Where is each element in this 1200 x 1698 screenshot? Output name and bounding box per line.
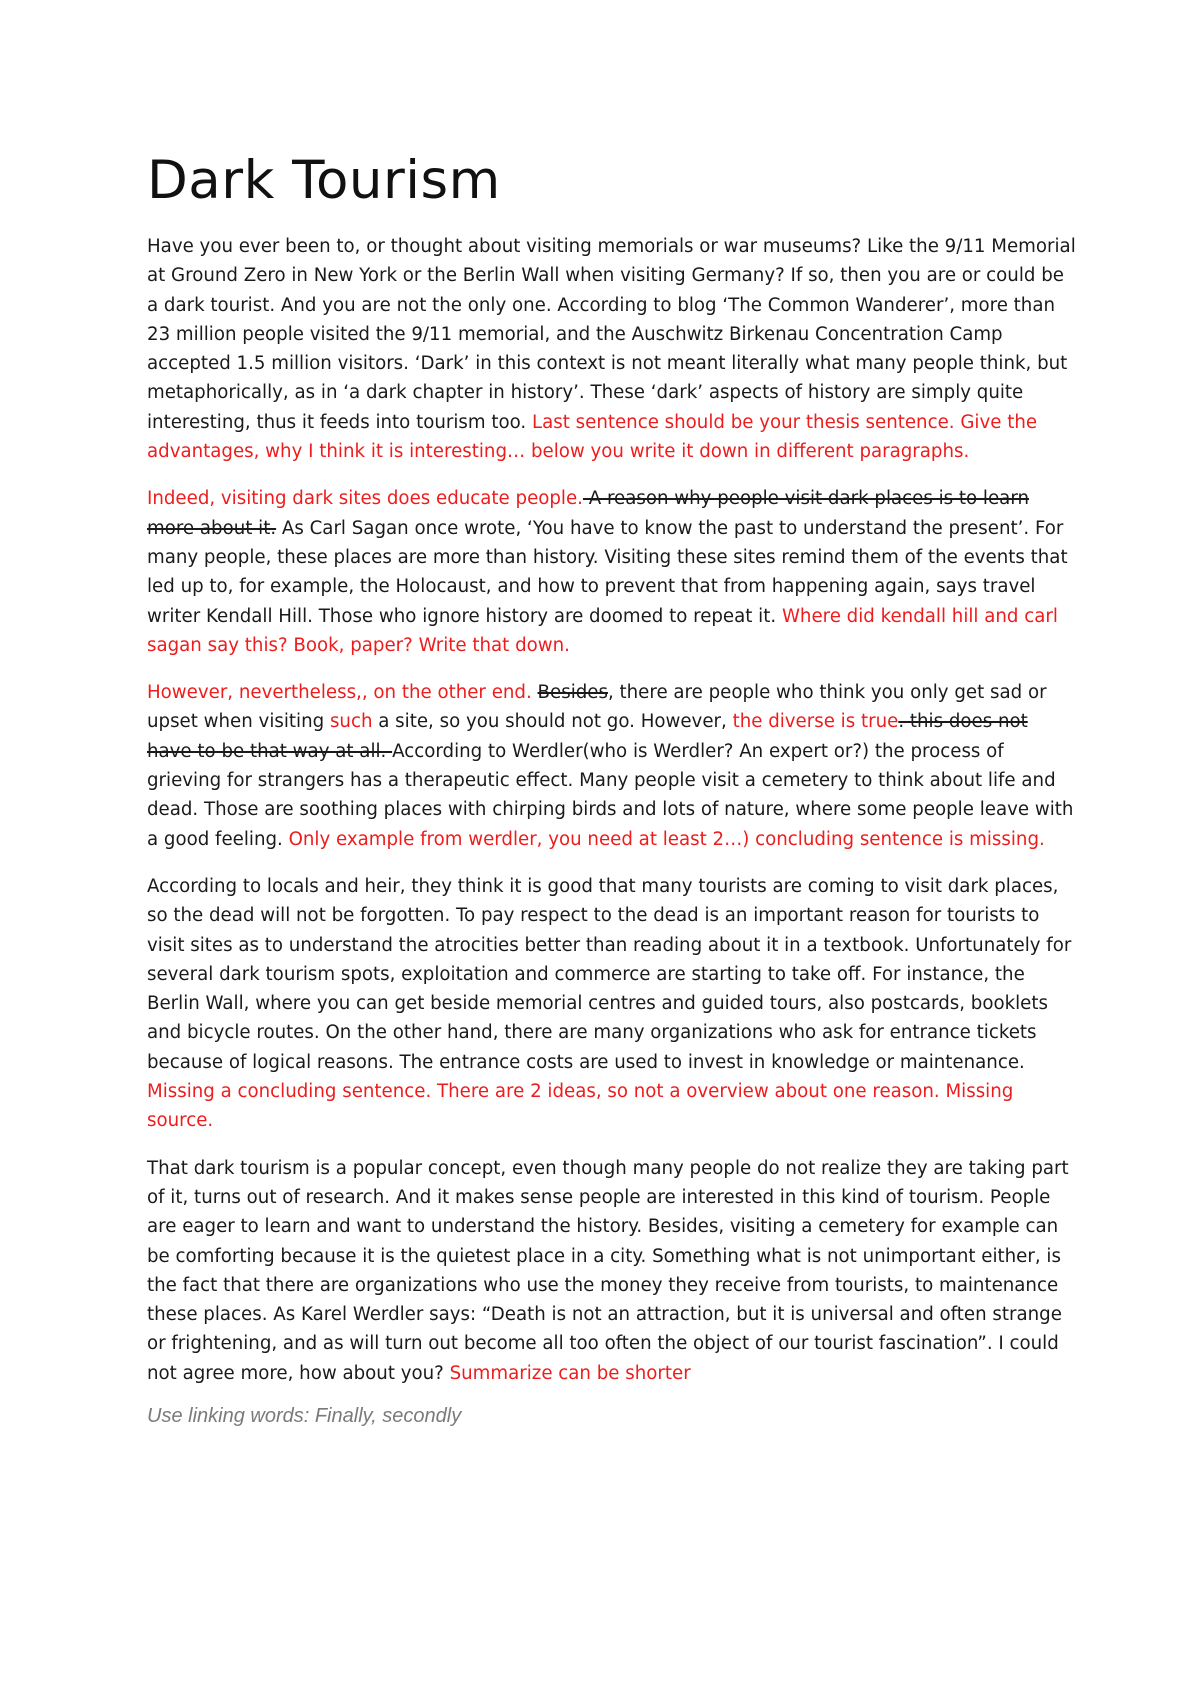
teacher-correction: the diverse is true [732,711,899,733]
paragraph-text: According to locals and heir, they think it is good that many tourists are coming to visit dark places, so the dead will not be forgotten. To pay respect to the dead is an important reason for tourists to visit sites as to understand the atrocities better than reading about it in a textbook. Unfortunately for several dark tourism spots, exploitation and commerce are starting to take off. For instance, the Berlin Wall, where you can get beside memorial centres and guided tours, also postcards, booklets and bicycle routes. On the other hand, there are many organizations who ask for entrance tickets because of logical reasons. The entrance costs are used to invest in knowledge or maintenance. [147,875,1072,1073]
education-paragraph [147,484,1077,660]
teacher-comment: Last sentence should be your thesis sentence. Give the advantages, why I think it is interesting… below you write it down in different paragraphs. [147,411,1038,463]
teacher-comment: Missing a concluding sentence. There are 2 ideas, so not a overview about one reason. Missing source. [147,1081,1014,1132]
teacher-comment: However, nevertheless,, on the other end. [147,682,532,704]
struck-text: . this does not have to be that way at all. [147,711,1028,762]
locals-paragraph [147,872,1077,1136]
conclusion-paragraph [147,1154,1077,1388]
teacher-correction: such [329,711,373,733]
struck-text: Besides [537,682,608,704]
paragraph-text: According to Werdler(who is Werdler? An expert or?) the process of grieving for strangers has a therapeutic effect. Many people visit a cemetery to think about life and dead. Those are soothing places with chirping birds and lots of nature, where some people leave with a good feeling. [147,740,1074,850]
teacher-comment: Where did kendall hill and carl sagan say this? Book, paper? Write that down. [147,605,1058,656]
linking-words-note: Use linking words: Finally, secondly [147,1404,462,1427]
intro-text: Have you ever been to, or thought about visiting memorials or war museums? Like the 9/11 Memorial at Ground Zero in New York or the Berlin Wall when visiting Germany? If so, then you are or could be a dark tourist. And you are not the only one. According to blog ‘The Common Wanderer’, more than 23 million people visited the 9/11 memorial, and the Auschwitz Birkenau Concentration Camp accepted 1.5 million visitors. ‘Dark’ in this context is not meant literally what many people think, but metaphorically, as in ‘a dark chapter in history’. These ‘dark’ aspects of history are simply quite interesting, thus it feeds into tourism too. [147,236,1076,433]
teacher-comment: Summarize can be shorter [449,1362,691,1384]
paragraph-text: , there are people who think you only get sad or upset when visiting [147,682,1047,733]
teacher-comment: Indeed, visiting dark sites does educate people. [147,488,583,510]
paragraph-text: As Carl Sagan once wrote, ‘You have to know the past to understand the present’. For many people, these places are more than history. Visiting these sites remind them of the events that led up to, for example, the Holocaust, and how to prevent that from happening again, says travel writer Kendall Hill. Those who ignore history are doomed to repeat it. [147,517,1068,627]
teacher-comment: Only example from werdler, you need at least 2…) concluding sentence is missing. [288,828,1045,850]
document-body [147,148,1077,1430]
counterargument-paragraph [147,678,1077,854]
intro-paragraph [147,232,1077,466]
document-title: Dark Tourism [147,150,501,211]
paragraph-text: That dark tourism is a popular concept, even though many people do not realize they are taking part of it, turns out of research. And it makes sense people are interested in this kind of tourism. People are eager to learn and want to understand the history. Besides, visiting a cemetery for example can be comforting because it is the quietest place in a city. Something what is not unimportant either, is the fact that there are organizations who use the money they receive from tourists, to maintenance these places. As Karel Werdler says: “Death is not an attraction, but it is universal and often strange or frightening, and as will turn out become all too often the object of our tourist fascination”. I could not agree more, how about you? [147,1157,1069,1384]
paragraph-text: a site, so you should not go. However, [372,711,733,733]
struck-text: A reason why people visit dark places is to learn more about it. [147,488,1030,539]
